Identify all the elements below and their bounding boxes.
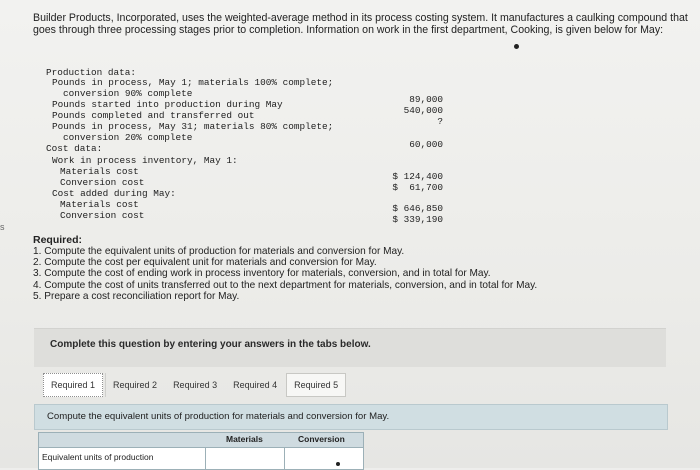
data-line-9: Materials cost (60, 166, 139, 177)
required-item-1: 1. Compute the equivalent units of production for materials and conversion for May. (33, 246, 405, 257)
data-line-5: Pounds in process, May 31; materials 80% complete; (52, 121, 334, 132)
data-line-4: Pounds completed and transferred out (52, 110, 255, 121)
header-conversion: Conversion (298, 434, 345, 444)
value-added-conversion: $ 339,190 (392, 214, 443, 225)
row-label-equivalent-units: Equivalent units of production (42, 452, 154, 462)
production-data-header: Production data: (46, 67, 137, 78)
answer-row (38, 447, 364, 470)
data-line-13: Conversion cost (60, 210, 145, 221)
value-pounds-begin: 89,000 (409, 94, 443, 105)
answer-table-header (38, 432, 364, 448)
value-pounds-end: 60,000 (409, 139, 443, 150)
problem-intro: Builder Products, Incorporated, uses the weighted-average method in its process costing system. It manufactures a caulking compound that goes through three processing stages prior to completion. Information on work in the first department, Cooking, is given below for May: (33, 12, 688, 37)
value-pounds-started: 540,000 (403, 105, 443, 116)
materials-input[interactable] (205, 448, 284, 469)
data-line-12: Materials cost (60, 199, 139, 210)
value-added-materials: $ 646,850 (392, 203, 443, 214)
required-item-3: 3. Compute the cost of ending work in process inventory for materials, conversion, and in total for May. (33, 268, 491, 280)
header-materials: Materials (226, 434, 263, 444)
tab-required-5[interactable]: Required 5 (286, 373, 346, 397)
data-line-2: conversion 90% complete (63, 88, 193, 99)
tab-required-4[interactable]: Required 4 (233, 380, 278, 390)
instruction-text: Compute the equivalent units of production for materials and conversion for May. (47, 411, 390, 422)
value-wip-materials: $ 124,400 (392, 171, 443, 182)
required-item-5: 5. Prepare a cost reconciliation report for May. (33, 290, 240, 302)
tab-required-3[interactable]: Required 3 (173, 380, 218, 390)
answer-table (38, 432, 362, 468)
data-line-11: Cost added during May: (52, 188, 176, 199)
data-line-1: Pounds in process, May 1; materials 100% complete; (52, 77, 334, 88)
data-line-7: Cost data: (46, 143, 103, 154)
bullet-dot-2 (336, 462, 340, 466)
value-pounds-completed: ? (437, 116, 443, 127)
data-line-3: Pounds started into production during May (52, 99, 283, 110)
data-line-8: Work in process inventory, May 1: (52, 155, 238, 166)
data-line-10: Conversion cost (60, 177, 145, 188)
required-tabs (43, 373, 348, 397)
required-item-4: 4. Compute the cost of units transferred out to the next department for materials, conversion, and in total for May. (33, 279, 538, 291)
tab-required-2[interactable]: Required 2 (105, 373, 164, 397)
complete-question-banner (34, 328, 666, 367)
conversion-input[interactable] (284, 448, 363, 469)
required-title: Required: (33, 234, 83, 246)
required-list (33, 246, 673, 302)
complete-question-text: Complete this question by entering your answers in the tabs below. (50, 339, 371, 350)
required-item-2: 2. Compute the cost per equivalent unit for materials and conversion for May. (33, 257, 377, 269)
data-line-6: conversion 20% complete (63, 132, 193, 143)
bullet-dot (514, 44, 519, 49)
edge-mark: s (0, 222, 5, 232)
tab-required-1[interactable]: Required 1 (43, 373, 103, 397)
value-wip-conversion: $ 61,700 (392, 182, 443, 193)
instruction-bar (34, 404, 668, 430)
